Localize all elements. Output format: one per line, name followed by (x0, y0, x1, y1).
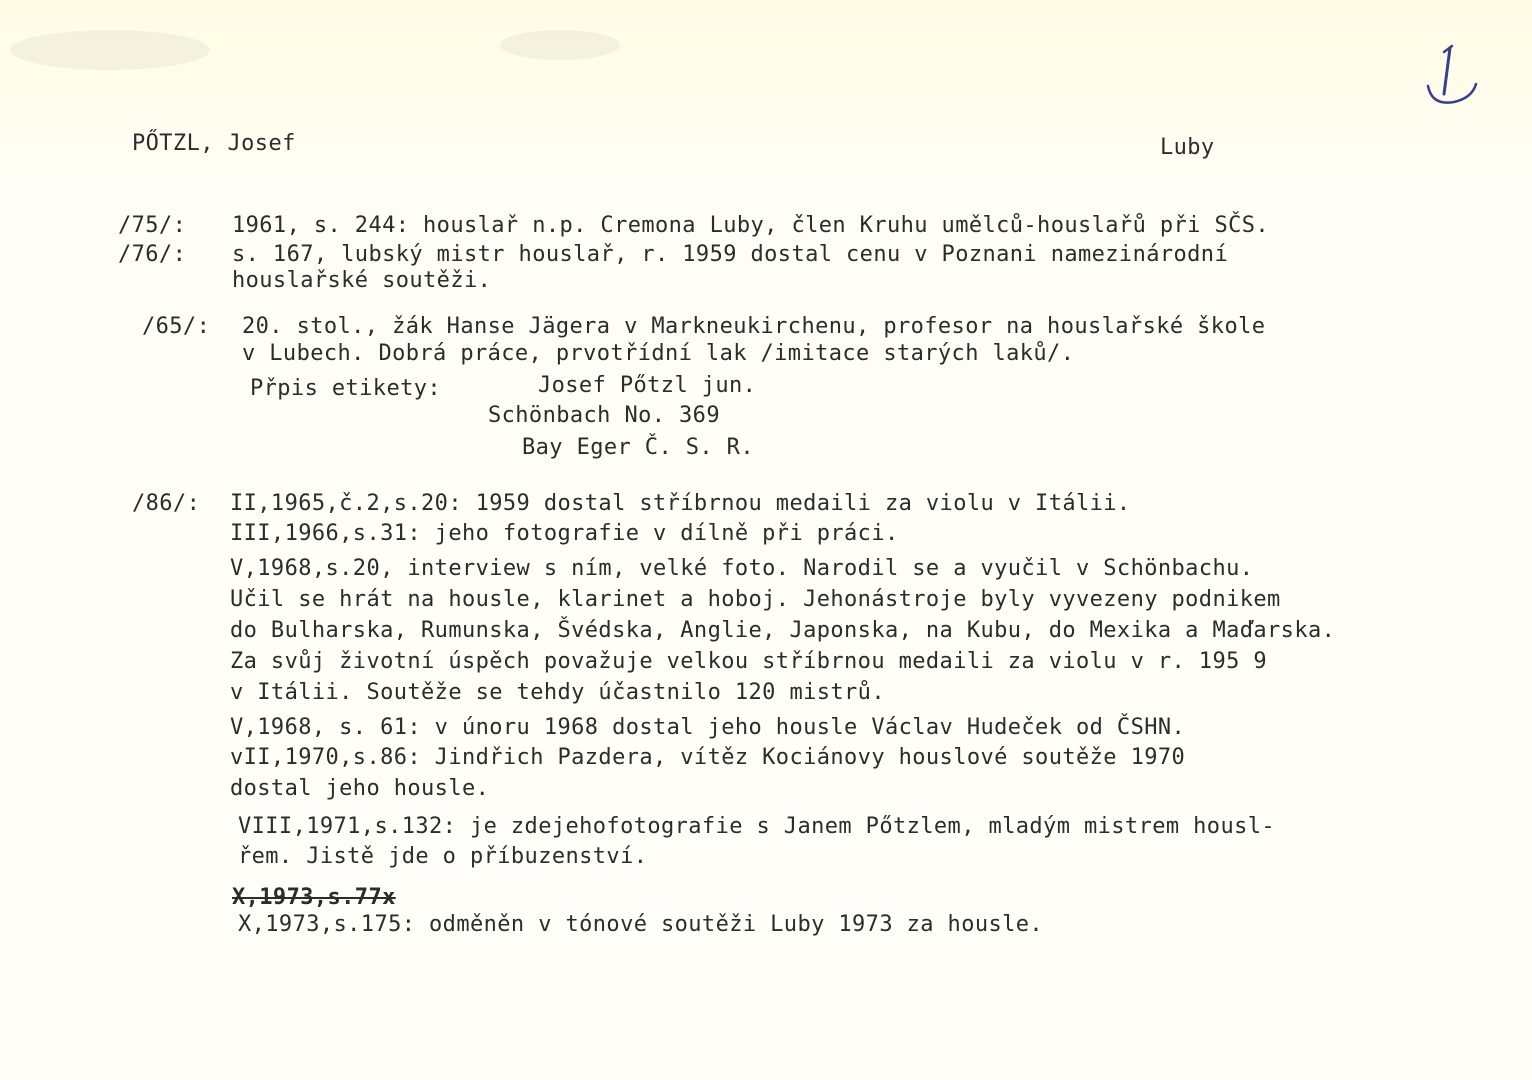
entry-text: 20. stol., žák Hanse Jägera v Markneukirchenu, profesor na houslařské škole (242, 314, 1266, 339)
entry-text: 1961, s. 244: houslař n.p. Cremona Luby, člen Kruhu umělců-houslařů při SČS. (232, 213, 1270, 238)
citation-line: V,1968,s.20, interview s ním, velké foto. Narodil se a vyučil v Schönbachu. (230, 556, 1254, 581)
label-line: Josef Pőtzl jun. (538, 373, 757, 398)
citation-line: vII,1970,s.86: Jindřich Pazdera, vítěz Kociánovy houslové soutěže 1970 (230, 745, 1186, 770)
header-name: PŐTZL, Josef (132, 131, 296, 156)
entry-text: houslařské soutěži. (232, 268, 492, 293)
section-ref: /86/: (132, 491, 201, 516)
citation-line: dostal jeho housle. (230, 776, 490, 801)
struck-line: X,1973,s.77x (232, 885, 396, 910)
citation-line: v Itálii. Soutěže se tehdy účastnilo 120 mistrů. (230, 680, 885, 705)
citation-line: VIII,1971,s.132: je zdejehofotografie s Janem Pőtzlem, mladým mistrem housl- (238, 814, 1276, 839)
label-line: Schönbach No. 369 (488, 403, 720, 428)
citation-line: X,1973,s.175: odměněn v tónové soutěži Luby 1973 za housle. (238, 912, 1044, 937)
citation-line: řem. Jistě jde o příbuzenství. (238, 844, 648, 869)
citation-line: V,1968, s. 61: v únoru 1968 dostal jeho housle Václav Hudeček od ČSHN. (230, 715, 1186, 740)
stain (10, 30, 210, 70)
header-place: Luby (1160, 135, 1215, 160)
handwritten-page-number (1420, 42, 1480, 112)
label-caption: Přpis etikety: (250, 376, 442, 401)
entry-ref: /65/: (142, 314, 211, 339)
stain (500, 30, 620, 60)
entry-ref: /75/: (118, 213, 187, 238)
citation-line: III,1966,s.31: jeho fotografie v dílně při práci. (230, 521, 899, 546)
entry-text: s. 167, lubský mistr houslař, r. 1959 dostal cenu v Poznani namezinárodní (232, 242, 1229, 267)
label-line: Bay Eger Č. S. R. (522, 435, 754, 460)
entry-text: v Lubech. Dobrá práce, prvotřídní lak /imitace starých laků/. (242, 341, 1075, 366)
citation-line: II,1965,č.2,s.20: 1959 dostal stříbrnou medaili za violu v Itálii. (230, 491, 1131, 516)
citation-line: do Bulharska, Rumunska, Švédska, Anglie, Japonska, na Kubu, do Mexika a Maďarska. (230, 618, 1336, 643)
citation-line: Učil se hrát na housle, klarinet a hoboj. Jehonástroje byly vyvezeny podnikem (230, 587, 1281, 612)
entry-ref: /76/: (118, 242, 187, 267)
citation-line: Za svůj životní úspěch považuje velkou stříbrnou medaili za violu v r. 195 9 (230, 649, 1268, 674)
